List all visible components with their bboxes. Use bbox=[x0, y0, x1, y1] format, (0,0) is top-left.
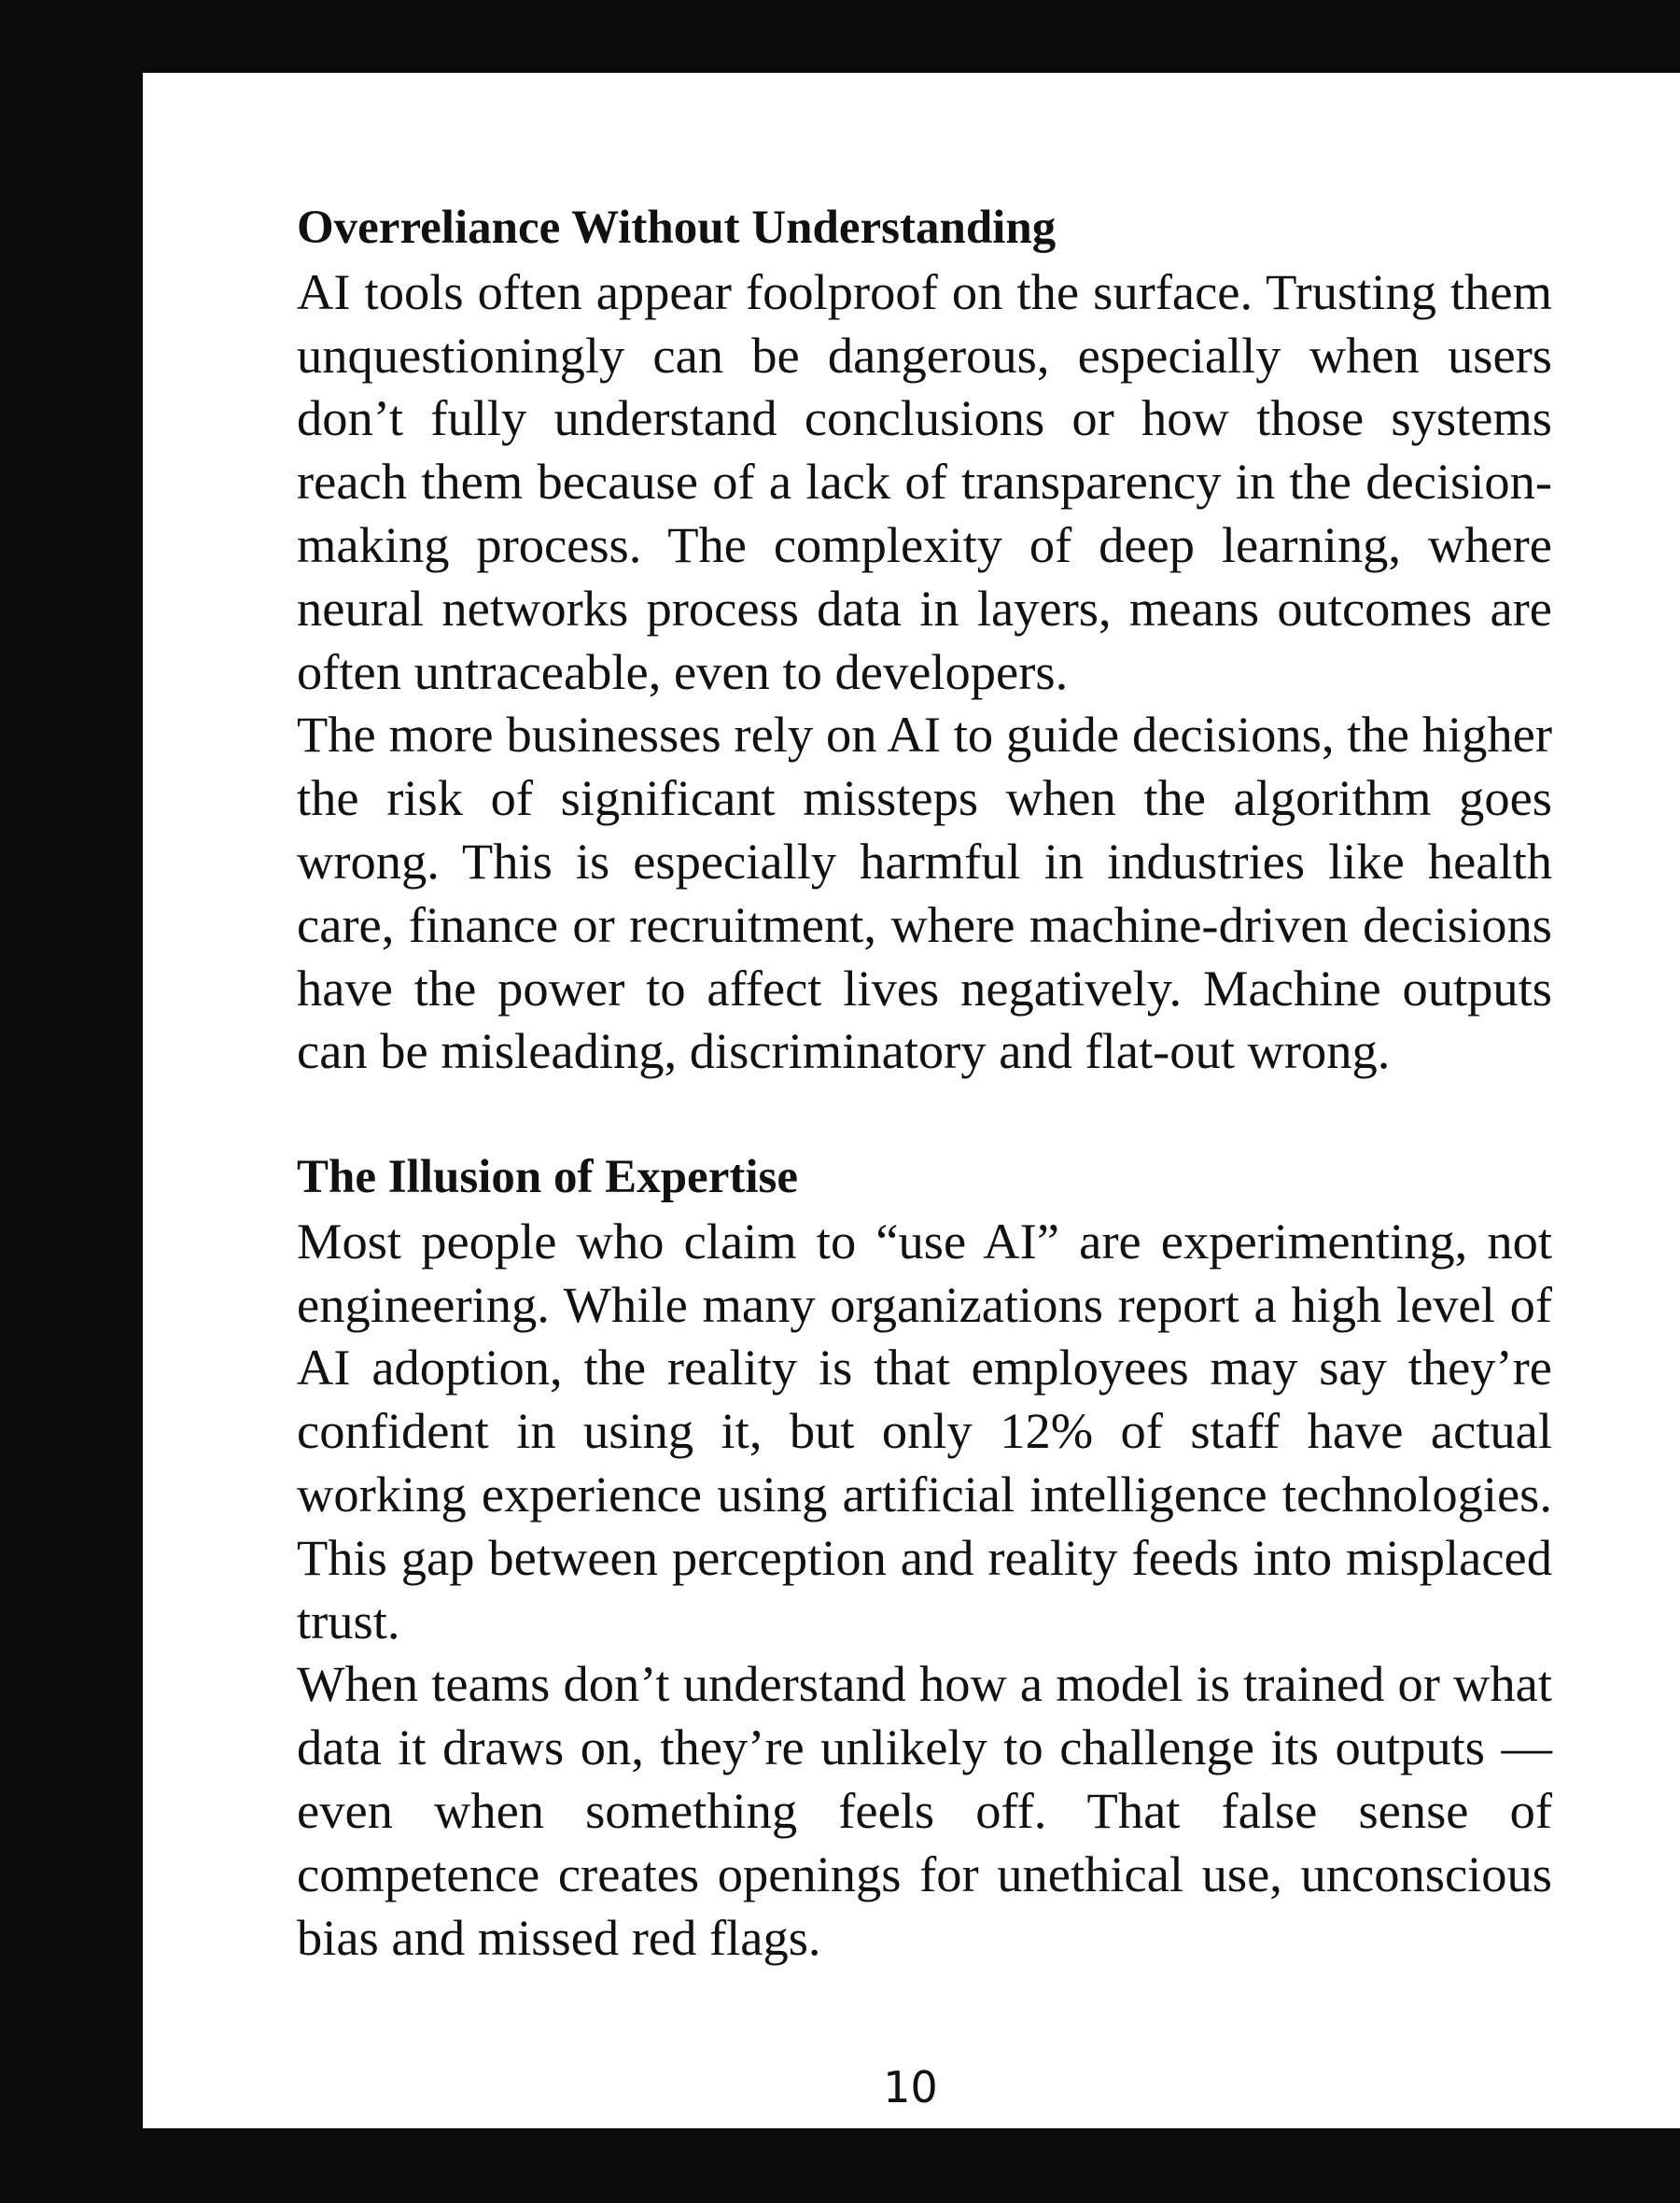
paragraph-overreliance-2: The more businesses rely on AI to guide decisions, the higher the risk of significant missteps when the algorithm goes wrong. This is especially harmful in industries like health care, finance or recruitment, where machine-driven decisions have the power to affect lives negatively. Machine outputs can be misleading, discriminatory and flat-out wrong. bbox=[297, 706, 1552, 1080]
paragraph-illusion-2: When teams don’t understand how a model is trained or what data it draws on, they’re unlikely to challenge its outputs — even when something feels off. That false sense of competence creates openings for unethical use, unconscious bias and missed red flags. bbox=[297, 1655, 1552, 1966]
document-page bbox=[143, 73, 1680, 2128]
page-number: 10 bbox=[883, 2062, 938, 2112]
section-heading-overreliance: Overreliance Without Understanding bbox=[297, 202, 1057, 254]
page-content bbox=[297, 197, 1552, 1969]
section-heading-illusion: The Illusion of Expertise bbox=[297, 1150, 798, 1203]
paragraph-overreliance-1: AI tools often appear foolproof on the surface. Trusting them unquestioningly can be dangerous, especially when users don’t fully understand conclusions or how those systems reach them because of a lack of transparency in the decision-making process. The complexity of deep learning, where neural networks process data in layers, means outcomes are often untraceable, even to developers. bbox=[297, 262, 1552, 700]
section-spacer bbox=[297, 1083, 1552, 1146]
paragraph-illusion-1: Most people who claim to “use AI” are experimenting, not engineering. While many organizations report a high level of AI adoption, the reality is that employees may say they’re confident in using it, but only 12% of staff have actual working experience using artificial intelligence technologies. This gap between perception and reality feeds into misplaced trust. bbox=[297, 1212, 1552, 1649]
